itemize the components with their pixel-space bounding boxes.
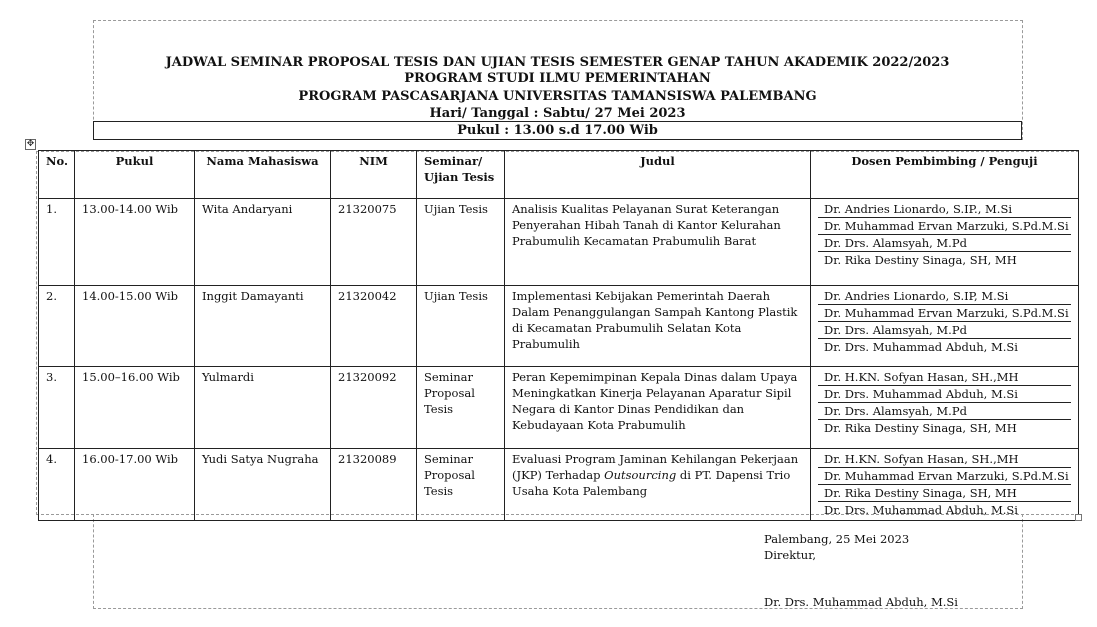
- cell-nim: 21320092: [331, 367, 417, 449]
- cell-nim: 21320075: [331, 199, 417, 286]
- signature-name: Dr. Drs. Muhammad Abduh, M.Si: [764, 595, 958, 609]
- document-title: JADWAL SEMINAR PROPOSAL TESIS DAN UJIAN TESIS SEMESTER GENAP TAHUN AKADEMIK 2022/2023: [165, 55, 950, 70]
- cell-pukul: 16.00-17.00 Wib: [75, 449, 195, 521]
- cell-no: 1.: [39, 199, 75, 286]
- cell-nim: 21320089: [331, 449, 417, 521]
- cell-nim: 21320042: [331, 286, 417, 367]
- cell-dosen: [811, 449, 1079, 521]
- examiner-name: Dr. Drs. Muhammad Abduh, M.Si: [824, 503, 1018, 517]
- examiner-name: Dr. H.KN. Sofyan Hasan, SH.,MH: [818, 369, 1071, 386]
- table-row: [39, 286, 1079, 367]
- examiner-name: Dr. Drs. Alamsyah, M.Pd: [818, 322, 1071, 339]
- table-move-handle-icon[interactable]: ✥: [26, 139, 35, 149]
- cell-nama: Wita Andaryani: [195, 199, 331, 286]
- cell-jenis: Seminar Proposal Tesis: [417, 367, 505, 449]
- col-header-dosen: Dosen Pembimbing / Penguji: [811, 151, 1079, 199]
- table-header-row: [39, 151, 1079, 199]
- table-row: [39, 367, 1079, 449]
- col-header-jenis: Seminar/ Ujian Tesis: [417, 151, 505, 199]
- col-header-no: No.: [39, 151, 75, 199]
- cell-dosen: [811, 286, 1079, 367]
- cell-jenis: Ujian Tesis: [417, 199, 505, 286]
- cell-dosen: [811, 199, 1079, 286]
- cell-judul: Peran Kepemimpinan Kepala Dinas dalam Upaya Meningkatkan Kinerja Pelayanan Aparatur Sipil Negara di Kantor Dinas Pendidikan dan Kebudayaan Kota Prabumulih: [505, 367, 811, 449]
- judul-italic-term: Outsourcing: [604, 468, 677, 482]
- cell-pukul: 13.00-14.00 Wib: [75, 199, 195, 286]
- col-header-pukul: Pukul: [75, 151, 195, 199]
- examiner-name: Dr. Rika Destiny Sinaga, SH, MH: [824, 253, 1017, 267]
- cell-pukul: 15.00–16.00 Wib: [75, 367, 195, 449]
- examiner-name: Dr. Muhammad Ervan Marzuki, S.Pd.M.Si: [818, 468, 1071, 485]
- examiner-name: Dr. Muhammad Ervan Marzuki, S.Pd.M.Si: [818, 218, 1071, 235]
- signature-place-date: Palembang, 25 Mei 2023: [764, 532, 910, 546]
- examiner-name: Dr. Rika Destiny Sinaga, SH, MH: [824, 421, 1017, 435]
- examiner-name: Dr. Rika Destiny Sinaga, SH, MH: [818, 485, 1071, 502]
- cell-pukul: 14.00-15.00 Wib: [75, 286, 195, 367]
- table-resize-handle[interactable]: [1075, 514, 1082, 521]
- time-range: Pukul : 13.00 s.d 17.00 Wib: [457, 123, 658, 138]
- cell-jenis: Ujian Tesis: [417, 286, 505, 367]
- examiner-name: Dr. Drs. Muhammad Abduh, M.Si: [824, 340, 1018, 354]
- examiner-name: Dr. H.KN. Sofyan Hasan, SH.,MH: [818, 451, 1071, 468]
- col-header-nim: NIM: [331, 151, 417, 199]
- col-header-nama: Nama Mahasiswa: [195, 151, 331, 199]
- examiner-name: Dr. Andries Lionardo, S.IP., M.Si: [818, 201, 1071, 218]
- judul-text: di PT. Dapensi Trio Usaha Kota Palembang: [512, 468, 791, 498]
- examiner-name: Dr. Drs. Alamsyah, M.Pd: [818, 235, 1071, 252]
- cell-dosen: [811, 367, 1079, 449]
- table-row: [39, 199, 1079, 286]
- schedule-table: [38, 150, 1079, 521]
- cell-nama: Yulmardi: [195, 367, 331, 449]
- cell-jenis: Seminar Proposal Tesis: [417, 449, 505, 521]
- program-pascasarjana: PROGRAM PASCASARJANA UNIVERSITAS TAMANSISWA PALEMBANG: [298, 89, 817, 104]
- examiner-name: Dr. Drs. Muhammad Abduh, M.Si: [818, 386, 1071, 403]
- cell-nama: Yudi Satya Nugraha: [195, 449, 331, 521]
- signature-title: Direktur,: [764, 548, 817, 562]
- examiner-name: Dr. Drs. Alamsyah, M.Pd: [818, 403, 1071, 420]
- cell-no: 4.: [39, 449, 75, 521]
- cell-judul: [505, 449, 811, 521]
- judul-text: Evaluasi Program Jaminan Kehilangan Pekerjaan (JKP) Terhadap: [512, 452, 799, 482]
- col-header-judul: Judul: [505, 151, 811, 199]
- cell-no: 3.: [39, 367, 75, 449]
- table-row: [39, 449, 1079, 521]
- schedule-date: Hari/ Tanggal : Sabtu/ 27 Mei 2023: [429, 106, 686, 121]
- cell-no: 2.: [39, 286, 75, 367]
- cell-judul: Analisis Kualitas Pelayanan Surat Keterangan Penyerahan Hibah Tanah di Kantor Kelurahan Prabumulih Kecamatan Prabumulih Barat: [505, 199, 811, 286]
- examiner-name: Dr. Andries Lionardo, S.IP, M.Si: [818, 288, 1071, 305]
- cell-judul: Implementasi Kebijakan Pemerintah Daerah Dalam Penanggulangan Sampah Kantong Plastik di Kecamatan Prabumulih Selatan Kota Prabumulih: [505, 286, 811, 367]
- examiner-name: Dr. Muhammad Ervan Marzuki, S.Pd.M.Si: [818, 305, 1071, 322]
- cell-nama: Inggit Damayanti: [195, 286, 331, 367]
- program-studi: PROGRAM STUDI ILMU PEMERINTAHAN: [404, 71, 711, 86]
